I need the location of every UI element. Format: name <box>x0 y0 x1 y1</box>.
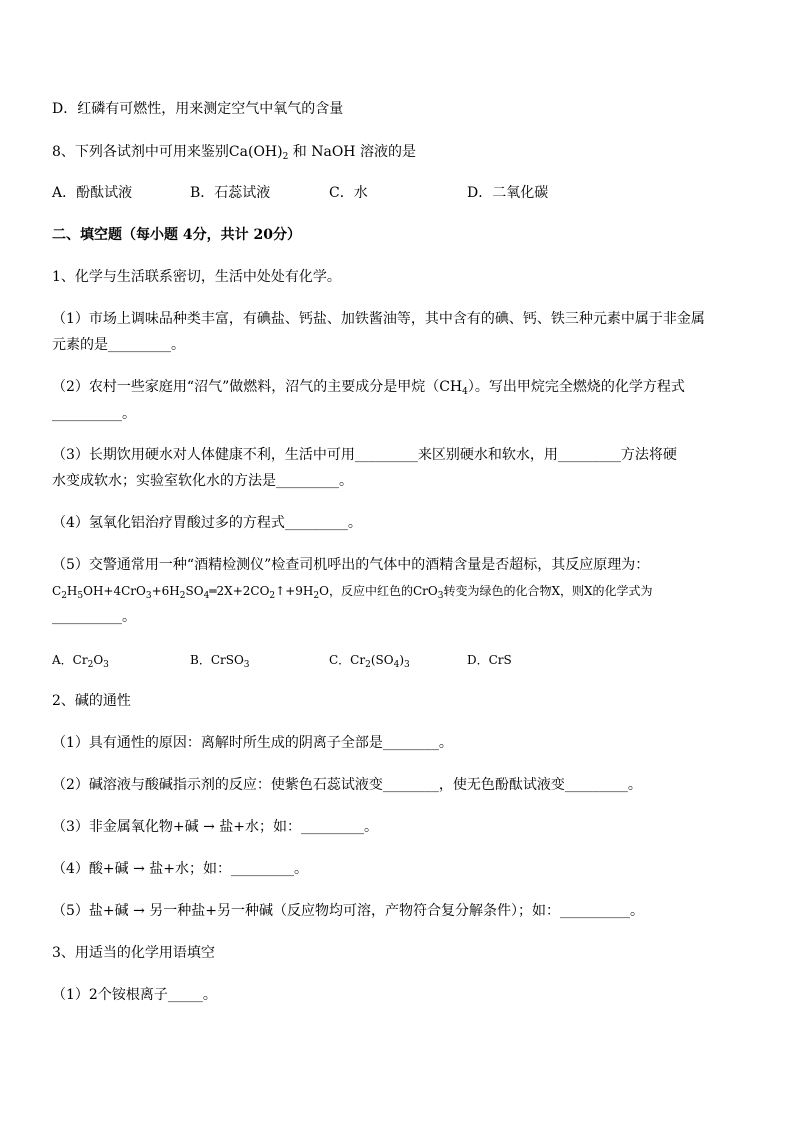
fill1-p3-line1: （3）长期饮用硬水对人体健康不利，生活中可用_________来区别硬水和软水，用_________方法将硬 <box>52 447 677 463</box>
fill1-p2-line2: __________。 <box>52 406 136 422</box>
fill2-p4: （4）酸+碱 → 盐+水；如：_________。 <box>52 861 308 877</box>
fill2-p2: （2）碱溶液与酸碱指示剂的反应：使紫色石蕊试液变________，使无色酚酞试液变_________。 <box>52 777 642 793</box>
fill2-p5: （5）盐+碱 → 另一种盐+另一种碱（反应物均可溶，产物符合复分解条件）；如：__________。 <box>52 903 644 919</box>
eq-part: SO <box>185 584 204 598</box>
eq-sub: 2 <box>179 591 186 601</box>
opt-sub: 4 <box>393 660 400 670</box>
eq-sub: 4 <box>203 591 210 601</box>
fill1-p1-line2: 元素的是_________。 <box>52 337 185 353</box>
fill3-stem: 3、用适当的化学用语填空 <box>52 945 215 961</box>
eq-sub: 3 <box>145 591 152 601</box>
opt-sub: 3 <box>243 660 250 670</box>
section-title: 二、填空题（每小题 4分，共计 20分） <box>52 227 301 243</box>
q7-option-d: D．红磷有可燃性，用来测定空气中氧气的含量 <box>52 101 344 117</box>
fill1-option-b <box>190 651 250 674</box>
fill2-p3: （3）非金属氧化物+碱 → 盐+水；如：_________。 <box>52 819 378 835</box>
eq-part: C <box>52 584 62 598</box>
q8-option-c: C．水 <box>329 185 368 201</box>
eq-sub: 2 <box>269 591 276 601</box>
fill1-stem: 1、化学与生活联系密切，生活中处处有化学。 <box>52 269 341 285</box>
eq-sub: 5 <box>77 591 84 601</box>
fill1-option-c <box>329 651 410 674</box>
opt-part: A．Cr <box>52 653 88 667</box>
eq-part: 转变为绿色的化合物X，则X的化学式为 <box>443 584 653 598</box>
fill1-p1-line1: （1）市场上调味品种类丰富，有碘盐、钙盐、加铁酱油等，其中含有的碘、钙、铁三种元素中属于非金属 <box>52 311 705 327</box>
fill1-p2-line1 <box>52 378 685 401</box>
fill2-stem: 2、碱的通性 <box>52 693 131 709</box>
eq-part: H <box>66 584 78 598</box>
opt-part: ) <box>399 653 405 667</box>
fill1-p2-text-b: ）。写出甲烷完全燃烧的化学方程式 <box>467 379 685 395</box>
eq-sub: 2 <box>61 591 67 601</box>
opt-part: B．CrSO <box>190 653 244 667</box>
q8-stem-prefix: 8、下列各试剂中可用来鉴别 <box>52 144 229 160</box>
q8-stem-mid: 和 NaOH 溶液的是 <box>288 144 416 160</box>
fill1-p5-line3: __________。 <box>52 609 136 625</box>
q8-option-a: A．酚酞试液 <box>52 185 133 201</box>
eq-part: ↑+9H <box>275 584 314 598</box>
eq-part: ═2X+2CO <box>209 584 270 598</box>
fill1-option-d: D．CrS <box>467 653 512 667</box>
eq-part: OH+4CrO <box>83 584 146 598</box>
fill3-p1: （1）2个铵根离子_____。 <box>52 987 217 1003</box>
opt-part: C．Cr <box>329 653 366 667</box>
q8-formula-sub: 2 <box>282 152 289 162</box>
eq-part: +6H <box>151 584 180 598</box>
fill1-p5-equation <box>52 582 653 605</box>
fill1-p4: （4）氢氧化铝治疗胃酸过多的方程式_________。 <box>52 515 362 531</box>
q8-stem <box>52 143 416 166</box>
eq-sub: 2 <box>313 591 320 601</box>
opt-sub: 2 <box>87 660 94 670</box>
opt-sub: 2 <box>365 660 371 670</box>
eq-sub: 3 <box>437 591 444 601</box>
fill2-p1: （1）具有通性的原因：离解时所生成的阴离子全部是________。 <box>52 735 453 751</box>
q8-option-b: B．石蕊试液 <box>190 185 271 201</box>
q8-option-d: D．二氧化碳 <box>467 185 549 201</box>
q8-formula: Ca(OH) <box>228 144 283 160</box>
eq-part: O，反应中红色的CrO <box>319 584 438 598</box>
fill1-p5-line1: （5）交警通常用一种“酒精检测仪”检查司机呼出的气体中的酒精含量是否超标，其反应原理为： <box>52 557 650 573</box>
fill1-p2-sub: 4 <box>462 387 468 397</box>
fill1-p3-line2: 水变成软水；实验室软化水的方法是_________。 <box>52 473 353 489</box>
fill1-option-a <box>52 651 109 674</box>
fill1-p2-text-a: （2）农村一些家庭用“沼气”做燃料，沼气的主要成分是甲烷（CH <box>52 379 463 395</box>
opt-part: (SO <box>370 653 394 667</box>
opt-sub: 3 <box>103 660 109 670</box>
opt-sub: 3 <box>404 660 410 670</box>
opt-part: O <box>93 653 104 667</box>
